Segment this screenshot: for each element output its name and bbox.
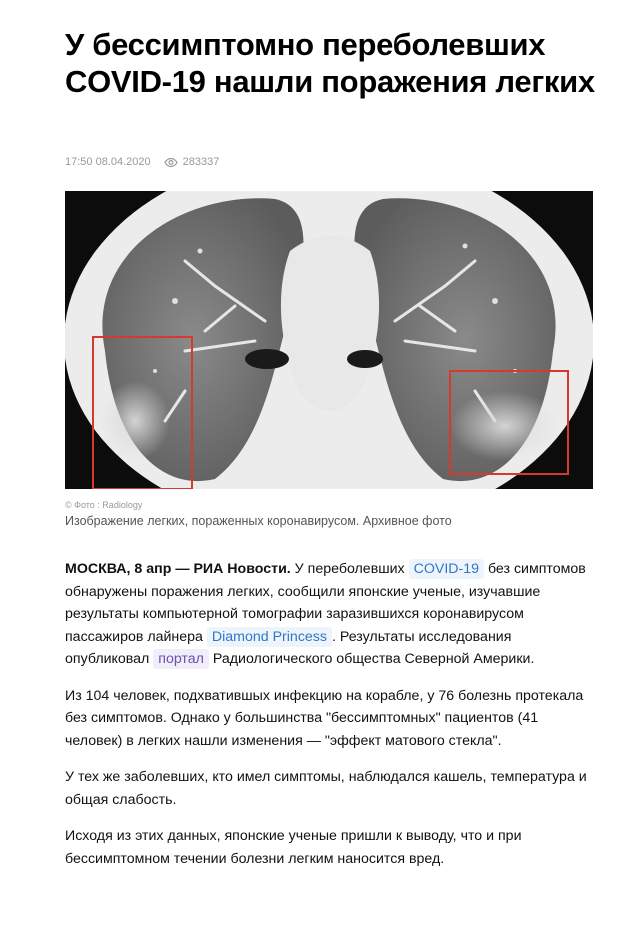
paragraph-3: У тех же заболевших, кто имел симптомы, наблюдался кашель, температура и общая слабость. bbox=[65, 769, 587, 808]
paragraph-1 bbox=[65, 558, 595, 671]
views-counter bbox=[164, 156, 220, 168]
p1-text-3: . Результаты исследования опубликовал bbox=[65, 628, 512, 667]
paragraph-2: Из 104 человек, подхватившых инфекцию на корабле, у 76 болезнь протекала без симптомов. Однако у большинства "бессимптомных" пациентов (41 человек) в легких нашли изменения — "эффект матового стекла". bbox=[65, 687, 584, 749]
p1-text-2: без симптомов обнаружены поражения легких, сообщили японские ученые, изучавшие результаты компьютерной томографии заразившихся коронавирусом пассажиров лайнера bbox=[65, 561, 586, 645]
lead-text: МОСКВА, 8 апр — РИА Новости. bbox=[65, 561, 291, 577]
article-title: У бессимптомно переболевших COVID-19 нашли поражения легких bbox=[65, 27, 595, 99]
p1-text-1: У переболевших bbox=[290, 561, 409, 577]
lung-ct-image[interactable] bbox=[65, 191, 593, 489]
covid-19-link[interactable]: COVID-19 bbox=[409, 559, 484, 579]
views-count: 283337 bbox=[182, 156, 220, 168]
diamond-princess-link[interactable]: Diamond Princess bbox=[207, 627, 332, 647]
article-body bbox=[65, 558, 595, 884]
photo-credit: © Фото : Radiology bbox=[65, 500, 143, 510]
eye-icon bbox=[164, 158, 178, 167]
paragraph-4: Исходя из этих данных, японские ученые пришли к выводу, что и при бессимптомном течении болезни легким наносится вред. bbox=[65, 828, 522, 867]
p1-text-4: Радиологического общества Северной Америки. bbox=[208, 651, 535, 667]
publish-time: 17:50 08.04.2020 bbox=[65, 156, 151, 168]
article-meta bbox=[65, 156, 219, 168]
photo-caption: Изображение легких, пораженных коронавирусом. Архивное фото bbox=[65, 514, 452, 528]
portal-link[interactable]: портал bbox=[153, 649, 209, 669]
